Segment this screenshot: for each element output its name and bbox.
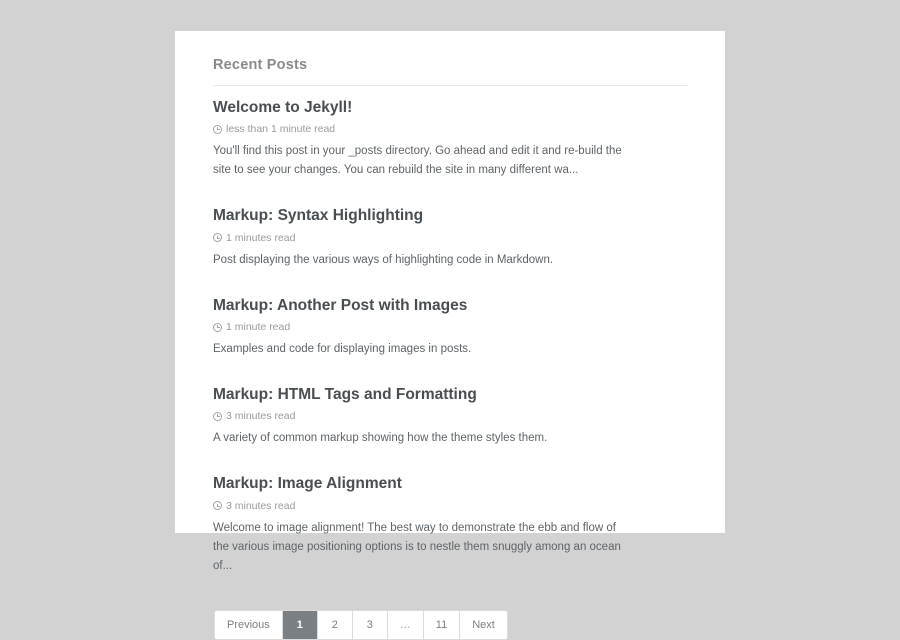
pagination: [214, 610, 508, 640]
list-item: [213, 385, 687, 448]
pagination-page-3[interactable]: 3: [353, 611, 388, 640]
post-meta: [213, 232, 687, 244]
list-item: [213, 474, 687, 575]
pagination-next-button[interactable]: Next: [460, 611, 507, 640]
read-time-label: 3 minutes read: [226, 410, 296, 423]
clock-icon: [213, 125, 222, 134]
clock-icon: [213, 233, 222, 242]
post-meta: [213, 410, 687, 422]
pagination-previous-button[interactable]: Previous: [215, 611, 283, 640]
list-item: [213, 206, 687, 269]
post-excerpt: Examples and code for displaying images in posts.: [213, 343, 472, 356]
page-title: Recent Posts: [213, 57, 687, 86]
pagination-page-11[interactable]: 11: [424, 611, 460, 640]
clock-icon: [213, 323, 222, 332]
post-title-link[interactable]: Markup: Another Post with Images: [213, 296, 468, 314]
post-meta: [213, 321, 687, 333]
post-meta: [213, 500, 687, 512]
post-meta: [213, 123, 687, 135]
content-sheet: [175, 31, 725, 631]
pagination-page-2[interactable]: 2: [318, 611, 353, 640]
post-title-link[interactable]: Markup: Syntax Highlighting: [213, 207, 424, 225]
post-excerpt: Welcome to image alignment! The best way to demonstrate the ebb and flow of the various image positioning options is to nestle them snuggly among an ocean of...: [213, 521, 621, 572]
clock-icon: [213, 412, 222, 421]
post-excerpt: A variety of common markup showing how the theme styles them.: [213, 432, 548, 445]
post-list: [213, 98, 687, 576]
post-title-link[interactable]: Markup: HTML Tags and Formatting: [213, 386, 477, 403]
post-title-link[interactable]: Welcome to Jekyll!: [213, 99, 353, 116]
read-time-label: 1 minute read: [226, 321, 291, 334]
post-excerpt: Post displaying the various ways of highlighting code in Markdown.: [213, 253, 554, 266]
clock-icon: [213, 501, 222, 510]
read-time-label: 3 minutes read: [226, 499, 296, 512]
post-excerpt: You'll find this post in your _posts directory. Go ahead and edit it and re-build the site to see your changes. You can rebuild the site in many different wa...: [213, 145, 622, 177]
list-item: [213, 98, 687, 180]
read-time-label: 1 minutes read: [226, 231, 296, 244]
pagination-page-1[interactable]: 1: [283, 611, 318, 640]
pagination-ellipsis: …: [388, 611, 424, 640]
read-time-label: less than 1 minute read: [226, 123, 336, 136]
post-title-link[interactable]: Markup: Image Alignment: [213, 475, 402, 493]
list-item: [213, 296, 687, 359]
